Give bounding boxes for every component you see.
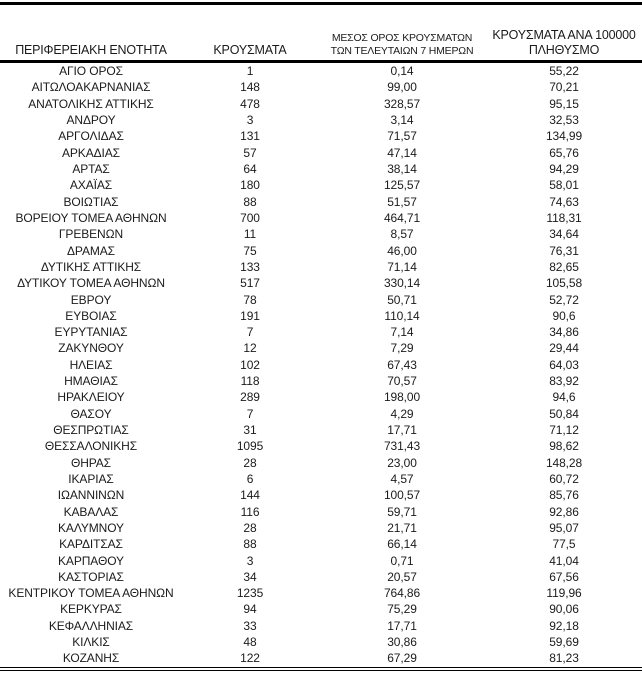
table-row [0, 291, 642, 307]
region-cell: ΑΙΤΩΛΟΑΚΑΡΝΑΝΙΑΣ [31, 80, 151, 95]
cases-cell: 180 [240, 178, 260, 193]
avg7-cell: 51,57 [387, 194, 417, 209]
avg7-cell: 75,29 [387, 602, 417, 617]
per100k-cell: 82,65 [549, 259, 579, 274]
per100k-cell: 29,44 [549, 341, 579, 356]
region-cell: ΕΒΡΟΥ [70, 292, 112, 307]
cases-cell: 1235 [236, 586, 264, 601]
col-header-per100k-label-line2: ΠΛΗΘΥΣΜΟ [528, 43, 600, 57]
cases-cell: 48 [243, 635, 257, 650]
per100k-cell: 92,18 [549, 618, 579, 633]
table-row [0, 128, 642, 144]
col-header-region-label: ΠΕΡΙΦΕΡΕΙΑΚΗ ΕΝΟΤΗΤΑ [15, 43, 167, 57]
avg7-cell: 8,57 [390, 227, 414, 242]
avg7-cell: 46,00 [387, 243, 417, 258]
per100k-cell: 58,01 [549, 178, 579, 193]
table-row [0, 471, 642, 487]
region-cell: ΑΡΓΟΛΙΔΑΣ [58, 129, 124, 144]
avg7-cell: 110,14 [384, 308, 420, 323]
cases-cell: 34 [243, 569, 257, 584]
cases-cell: 148 [240, 80, 260, 95]
table-row [0, 145, 642, 161]
col-header-cases-label: ΚΡΟΥΣΜΑΤΑ [213, 43, 287, 57]
region-cell: ΚΕΝΤΡΙΚΟΥ ΤΟΜΕΑ ΑΘΗΝΩΝ [8, 586, 174, 601]
per100k-cell: 52,72 [549, 292, 579, 307]
avg7-cell: 464,71 [383, 210, 421, 225]
cases-cell: 33 [243, 618, 257, 633]
per100k-cell: 55,22 [549, 64, 579, 79]
table-row [0, 601, 642, 617]
region-cell: ΕΥΒΟΙΑΣ [65, 308, 117, 323]
col-header-cases [182, 5, 318, 62]
per100k-cell: 70,21 [549, 80, 579, 95]
cases-cell: 517 [240, 276, 260, 291]
table-row [0, 62, 642, 80]
cases-cell: 102 [240, 357, 260, 372]
table-row [0, 210, 642, 226]
avg7-cell: 100,57 [383, 488, 421, 503]
cases-cell: 64 [243, 162, 257, 177]
table-row [0, 585, 642, 601]
table-row [0, 226, 642, 242]
avg7-cell: 70,57 [387, 374, 417, 389]
cases-cell: 478 [240, 96, 260, 111]
region-cell: ΒΟΙΩΤΙΑΣ [63, 194, 119, 209]
region-cell: ΑΝΑΤΟΛΙΚΗΣ ΑΤΤΙΚΗΣ [28, 96, 154, 111]
per100k-cell: 92,86 [549, 504, 579, 519]
col-header-per100k [486, 5, 642, 62]
region-cell: ΑΧΑΪΑΣ [69, 178, 113, 193]
avg7-cell: 99,00 [387, 80, 417, 95]
table-row [0, 422, 642, 438]
region-cell: ΓΡΕΒΕΝΩΝ [58, 227, 124, 242]
cases-cell: 289 [240, 390, 260, 405]
region-cell: ΔΥΤΙΚΗΣ ΑΤΤΙΚΗΣ [40, 259, 142, 274]
cases-cell: 6 [246, 471, 254, 486]
per100k-cell: 85,76 [549, 488, 579, 503]
table-row [0, 618, 642, 634]
avg7-cell: 47,14 [387, 145, 417, 160]
region-cell: ΚΑΡΔΙΤΣΑΣ [59, 537, 123, 552]
per100k-cell: 59,69 [549, 635, 579, 650]
per100k-cell: 90,06 [549, 602, 579, 617]
region-cell: ΙΩΑΝΝΙΝΩΝ [57, 488, 125, 503]
cases-cell: 1 [246, 64, 254, 79]
avg7-cell: 7,29 [390, 341, 414, 356]
region-cell: ΔΥΤΙΚΟΥ ΤΟΜΕΑ ΑΘΗΝΩΝ [17, 276, 165, 291]
cases-cell: 78 [243, 292, 257, 307]
cases-cell: 191 [240, 308, 260, 323]
table-row [0, 340, 642, 356]
cases-cell: 7 [246, 406, 254, 421]
region-cell: ΑΓΙΟ ΟΡΟΣ [59, 64, 123, 79]
col-header-per100k-label-line1: ΚΡΟΥΣΜΑΤΑ ΑΝΑ 100000 [492, 28, 636, 42]
regional-cases-table [0, 5, 642, 671]
col-header-avg7-label-line1: ΜΕΣΟΣ ΟΡΟΣ ΚΡΟΥΣΜΑΤΩΝ [331, 32, 473, 44]
table-row [0, 308, 642, 324]
table-row [0, 324, 642, 340]
cases-cell: 94 [243, 602, 257, 617]
col-header-region [0, 5, 182, 62]
region-cell: ΑΝΔΡΟΥ [66, 113, 116, 128]
cases-cell: 700 [240, 210, 260, 225]
cases-cell: 28 [243, 455, 257, 470]
region-cell: ΚΕΡΚΥΡΑΣ [60, 602, 122, 617]
per100k-cell: 76,31 [549, 243, 579, 258]
table-row [0, 487, 642, 503]
per100k-cell: 119,96 [546, 586, 582, 601]
table-row [0, 406, 642, 422]
avg7-cell: 330,14 [383, 276, 421, 291]
per100k-cell: 83,92 [549, 374, 579, 389]
region-cell: ΕΥΡΥΤΑΝΙΑΣ [54, 325, 128, 340]
cases-cell: 118 [240, 374, 260, 389]
per100k-cell: 134,99 [545, 129, 583, 144]
avg7-cell: 67,29 [387, 651, 417, 666]
region-cell: ΚΑΣΤΟΡΙΑΣ [58, 569, 124, 584]
cases-cell: 144 [240, 488, 260, 503]
avg7-cell: 0,14 [390, 64, 414, 79]
per100k-cell: 34,64 [549, 227, 579, 242]
table-row [0, 112, 642, 128]
avg7-cell: 20,57 [387, 569, 417, 584]
table-row [0, 79, 642, 95]
region-cell: ΗΛΕΙΑΣ [69, 357, 113, 372]
cases-cell: 116 [240, 504, 260, 519]
cases-cell: 133 [240, 259, 260, 274]
cases-cell: 88 [243, 194, 257, 209]
table-body [0, 62, 642, 669]
cases-cell: 57 [243, 145, 257, 160]
table-row [0, 536, 642, 552]
col-header-avg7-label-line2: ΤΩΝ ΤΕΛΕΥΤΑΙΩΝ 7 ΗΜΕΡΩΝ [330, 45, 474, 57]
per100k-cell: 118,31 [546, 210, 582, 225]
avg7-cell: 38,14 [387, 162, 417, 177]
table-row [0, 357, 642, 373]
avg7-cell: 198,00 [383, 390, 421, 405]
per100k-cell: 105,58 [545, 276, 583, 291]
table-row [0, 242, 642, 258]
avg7-cell: 66,14 [387, 537, 417, 552]
region-cell: ΚΙΛΚΙΣ [72, 635, 110, 650]
region-cell: ΘΕΣΠΡΩΤΙΑΣ [53, 423, 129, 438]
cases-cell: 7 [246, 325, 254, 340]
per100k-cell: 67,56 [549, 569, 579, 584]
per100k-cell: 74,63 [549, 194, 579, 209]
avg7-cell: 328,57 [383, 96, 421, 111]
cases-cell: 28 [243, 520, 257, 535]
avg7-cell: 0,71 [390, 553, 414, 568]
region-cell: ΘΑΣΟΥ [70, 406, 112, 421]
per100k-cell: 81,23 [549, 651, 579, 666]
per100k-cell: 65,76 [549, 145, 579, 160]
cases-cell: 3 [246, 553, 254, 568]
avg7-cell: 30,86 [387, 635, 417, 650]
avg7-cell: 125,57 [383, 178, 421, 193]
avg7-cell: 731,43 [383, 439, 421, 454]
avg7-cell: 4,29 [390, 406, 414, 421]
avg7-cell: 71,14 [387, 259, 417, 274]
avg7-cell: 71,57 [387, 129, 417, 144]
cases-cell: 122 [240, 651, 260, 666]
avg7-cell: 17,71 [387, 423, 417, 438]
region-cell: ΒΟΡΕΙΟΥ ΤΟΜΕΑ ΑΘΗΝΩΝ [15, 210, 167, 225]
table-row [0, 259, 642, 275]
per100k-cell: 64,03 [549, 357, 579, 372]
region-cell: ΑΡΚΑΔΙΑΣ [62, 145, 120, 160]
per100k-cell: 77,5 [552, 537, 576, 552]
region-cell: ΚΑΡΠΑΘΟΥ [58, 553, 124, 568]
table-row [0, 389, 642, 405]
per100k-cell: 41,04 [549, 553, 579, 568]
region-cell: ΑΡΤΑΣ [72, 162, 110, 177]
per100k-cell: 95,07 [549, 520, 579, 535]
avg7-cell: 7,14 [390, 325, 414, 340]
per100k-cell: 148,28 [545, 455, 583, 470]
region-cell: ΚΟΖΑΝΗΣ [62, 651, 120, 666]
cases-cell: 3 [246, 113, 254, 128]
table-row [0, 520, 642, 536]
per100k-cell: 32,53 [549, 113, 579, 128]
region-cell: ΚΑΒΑΛΑΣ [63, 504, 119, 519]
table-row [0, 373, 642, 389]
table-row [0, 438, 642, 454]
cases-cell: 12 [243, 341, 257, 356]
region-cell: ΖΑΚΥΝΘΟΥ [58, 341, 124, 356]
region-cell: ΚΕΦΑΛΛΗΝΙΑΣ [48, 618, 134, 633]
cases-cell: 1095 [236, 439, 264, 454]
per100k-cell: 98,62 [549, 439, 579, 454]
region-cell: ΔΡΑΜΑΣ [67, 243, 115, 258]
table-row [0, 552, 642, 568]
avg7-cell: 764,86 [383, 586, 421, 601]
header-row [0, 5, 642, 62]
region-cell: ΗΡΑΚΛΕΙΟΥ [57, 390, 125, 405]
table-row [0, 161, 642, 177]
cases-cell: 131 [240, 129, 260, 144]
avg7-cell: 59,71 [387, 504, 417, 519]
avg7-cell: 21,71 [387, 520, 417, 535]
col-header-avg7 [318, 5, 486, 62]
region-cell: ΚΑΛΥΜΝΟΥ [58, 520, 124, 535]
table-row [0, 569, 642, 585]
table-row [0, 177, 642, 193]
region-cell: ΗΜΑΘΙΑΣ [64, 374, 118, 389]
per100k-cell: 94,6 [552, 390, 576, 405]
per100k-cell: 34,86 [549, 325, 579, 340]
per100k-cell: 94,29 [549, 162, 579, 177]
per100k-cell: 60,72 [549, 471, 579, 486]
per100k-cell: 71,12 [549, 423, 579, 438]
table-row [0, 455, 642, 471]
table-row [0, 503, 642, 519]
avg7-cell: 4,57 [390, 471, 414, 486]
avg7-cell: 3,14 [390, 113, 414, 128]
cases-cell: 88 [243, 537, 257, 552]
avg7-cell: 23,00 [387, 455, 417, 470]
table-row [0, 634, 642, 650]
table-row [0, 650, 642, 668]
per100k-cell: 50,84 [549, 406, 579, 421]
region-cell: ΘΕΣΣΑΛΟΝΙΚΗΣ [44, 439, 138, 454]
cases-cell: 11 [243, 227, 257, 242]
region-cell: ΘΗΡΑΣ [70, 455, 112, 470]
per100k-cell: 90,6 [552, 308, 576, 323]
region-cell: ΙΚΑΡΙΑΣ [68, 471, 114, 486]
report-page [0, 2, 642, 671]
table-row [0, 275, 642, 291]
table-row [0, 96, 642, 112]
cases-cell: 75 [243, 243, 257, 258]
avg7-cell: 67,43 [387, 357, 417, 372]
avg7-cell: 17,71 [387, 618, 417, 633]
avg7-cell: 50,71 [387, 292, 417, 307]
cases-cell: 31 [243, 423, 257, 438]
per100k-cell: 95,15 [549, 96, 579, 111]
table-row [0, 194, 642, 210]
